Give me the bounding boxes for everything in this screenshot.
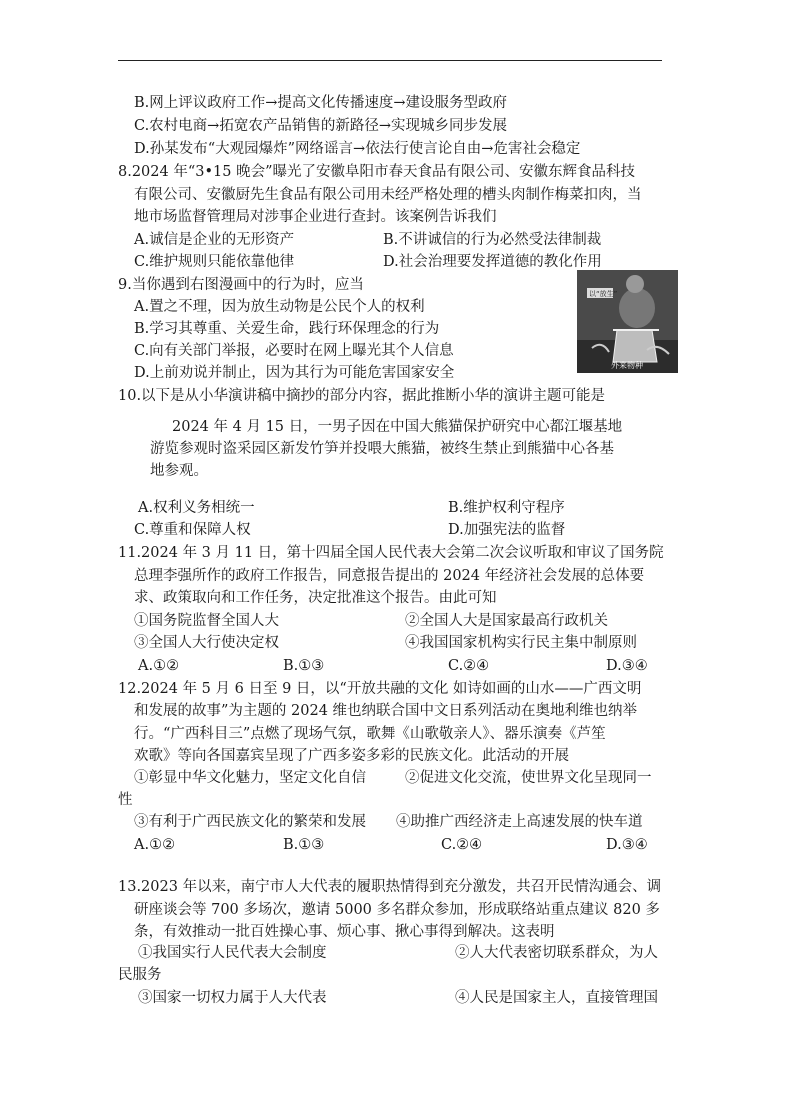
q11-option-c: C.②④ xyxy=(448,658,490,674)
q11-stem-line-3: 求、政策取向和工作任务，决定批准这个报告。由此可知 xyxy=(134,590,497,606)
q9-option-c: C.向有关部门举报，必要时在网上曝光其个人信息 xyxy=(134,343,454,359)
cartoon-label-bottom: 外来物种 xyxy=(611,361,643,370)
q9-option-d: D.上前劝说并制止，因为其行为可能危害国家安全 xyxy=(134,365,455,381)
q13-statement-2: ②人大代表密切联系群众，为人 xyxy=(455,945,658,961)
q11-statement-3: ③全国人大行使决定权 xyxy=(134,635,279,651)
q13-statement-1: ①我国实行人民代表大会制度 xyxy=(138,945,327,961)
header-rule xyxy=(118,60,662,61)
q11-option-b: B.①③ xyxy=(283,658,325,674)
q9-stem: 9.当你遇到右图漫画中的行为时，应当 xyxy=(118,277,364,293)
q10-quote-line-1: 2024 年 4 月 15 日，一男子因在中国大熊猫保护研究中心都江堰基地 xyxy=(172,419,623,435)
q10-option-c: C.尊重和保障人权 xyxy=(134,522,251,538)
cartoon-illustration xyxy=(577,270,678,373)
q12-stem-line-1: 12.2024 年 5 月 6 日至 9 日，以“开放共融的文化 如诗如画的山水——广西文明 xyxy=(118,681,642,697)
q9-option-a: A.置之不理，因为放生动物是公民个人的权利 xyxy=(134,299,425,315)
q8-option-b: B.不讲诚信的行为必然受法律制裁 xyxy=(383,232,602,248)
q8-option-c: C.维护规则只能依靠他律 xyxy=(134,254,295,270)
q12-stem-line-3: 行。“广西科目三”点燃了现场气氛，歌舞《山歌敬亲人》、器乐演奏《芦笙 xyxy=(134,726,606,742)
q10-option-b: B.维护权利守程序 xyxy=(448,500,565,516)
q8-option-a: A.诚信是企业的无形资产 xyxy=(134,232,295,248)
q11-statement-1: ①国务院监督全国人大 xyxy=(134,613,279,629)
q13-stem-line-3: 条，有效推动一批百姓操心事、烦心事、揪心事得到解决。这表明 xyxy=(134,924,555,940)
q11-option-a: A.①② xyxy=(138,658,180,674)
q9-cartoon-image xyxy=(577,270,678,373)
q12-option-c: C.②④ xyxy=(441,837,483,853)
q8-stem-line-1: 8.2024 年“3•15 晚会”曝光了安徽阜阳市春天食品有限公司、安徽东辉食品科技 xyxy=(118,164,636,180)
q10-quote-line-2: 游览参观时盗采园区新发竹笋并投喂大熊猫，被终生禁止到熊猫中心各基 xyxy=(150,441,614,457)
q12-statement-4: ④助推广西经济走上高速发展的快车道 xyxy=(396,814,643,830)
q10-option-d: D.加强宪法的监督 xyxy=(448,522,566,538)
q12-statement-3: ③有利于广西民族文化的繁荣和发展 xyxy=(134,814,366,830)
q13-statement-3: ③国家一切权力属于人大代表 xyxy=(138,990,327,1006)
q11-statement-2: ②全国人大是国家最高行政机关 xyxy=(405,613,608,629)
q13-stem-line-2: 研座谈会等 700 多场次，邀请 5000 多名群众参加，形成联络站重点建议 820 多 xyxy=(134,902,660,918)
q10-quote-line-3: 地参观。 xyxy=(150,463,208,479)
q12-stem-line-2: 和发展的故事”为主题的 2024 维也纳联合国中文日系列活动在奥地利维也纳举 xyxy=(134,703,638,719)
q11-stem-line-1: 11.2024 年 3 月 11 日，第十四届全国人民代表大会第二次会议听取和审议了国务院 xyxy=(118,545,664,561)
q12-option-d: D.③④ xyxy=(606,837,648,853)
q8-stem-line-2: 有限公司、安徽厨先生食品有限公司用未经严格处理的槽头肉制作梅菜扣肉，当 xyxy=(134,187,642,203)
q11-stem-line-2: 总理李强所作的政府工作报告，同意报告提出的 2024 年经济社会发展的总体要 xyxy=(134,568,645,584)
q12-statement-2: ②促进文化交流，使世界文化呈现同一 xyxy=(405,770,652,786)
q9-option-b: B.学习其尊重、关爱生命，践行环保理念的行为 xyxy=(134,321,440,337)
q7-option-d: D.孙某发布“大观园爆炸”网络谣言→依法行使言论自由→危害社会稳定 xyxy=(134,141,581,157)
q10-stem: 10.以下是从小华演讲稿中摘抄的部分内容，据此推断小华的演讲主题可能是 xyxy=(118,388,606,404)
q7-option-c: C.农村电商→拓宽农产品销售的新路径→实现城乡同步发展 xyxy=(134,118,507,134)
q13-statement-2-cont: 民服务 xyxy=(118,967,162,983)
q8-option-d: D.社会治理要发挥道德的教化作用 xyxy=(383,254,602,270)
q12-statement-2-cont: 性 xyxy=(118,792,133,808)
q13-statement-4: ④人民是国家主人，直接管理国 xyxy=(455,990,658,1006)
q12-option-a: A.①② xyxy=(134,837,176,853)
q11-option-d: D.③④ xyxy=(606,658,648,674)
q12-option-b: B.①③ xyxy=(283,837,325,853)
q12-statement-1: ①彰显中华文化魅力，坚定文化自信 xyxy=(134,770,366,786)
cartoon-label-top: 以“放生” xyxy=(589,290,618,298)
q7-option-b: B.网上评议政府工作→提高文化传播速度→建设服务型政府 xyxy=(134,95,508,111)
q8-stem-line-3: 地市场监督管理局对涉事企业进行查封。该案例告诉我们 xyxy=(134,209,497,225)
q13-stem-line-1: 13.2023 年以来，南宁市人大代表的履职热情得到充分激发，共召开民情沟通会、调 xyxy=(118,879,662,895)
q11-statement-4: ④我国国家机构实行民主集中制原则 xyxy=(405,635,637,651)
q10-option-a: A.权利义务相统一 xyxy=(138,500,255,516)
q12-stem-line-4: 欢歌》等向各国嘉宾呈现了广西多姿多彩的民族文化。此活动的开展 xyxy=(134,748,569,764)
